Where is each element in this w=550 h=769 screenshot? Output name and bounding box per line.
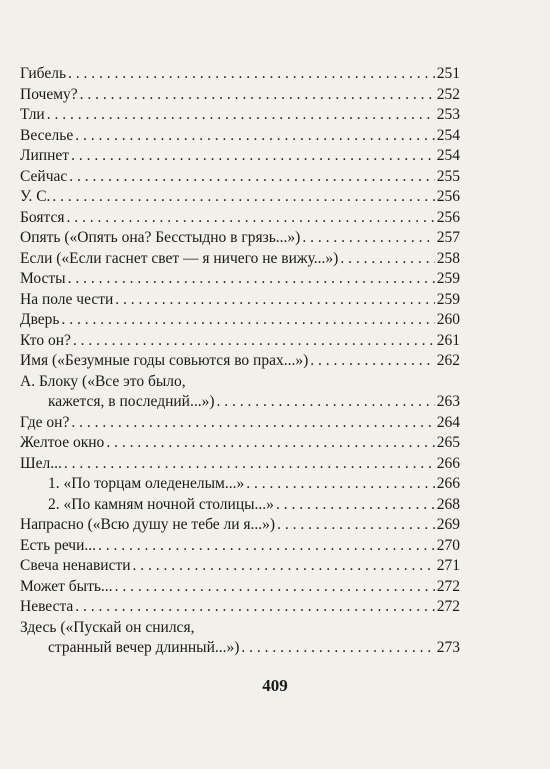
toc-entry-page: 269 <box>436 516 460 533</box>
dot-leader <box>302 228 434 249</box>
toc-entry-page: 272 <box>436 577 460 595</box>
toc-entry <box>20 331 460 352</box>
toc-entry <box>20 187 460 208</box>
toc-entry <box>20 515 460 536</box>
dot-leader <box>277 515 435 536</box>
toc-entry-page: 268 <box>436 495 460 513</box>
page-number: 409 <box>262 676 288 695</box>
dot-leader <box>246 474 435 495</box>
toc-entry <box>20 392 460 413</box>
dot-leader <box>133 556 435 577</box>
dot-leader <box>276 495 435 516</box>
toc-entry-title: Свеча ненависти <box>20 557 131 574</box>
dot-leader <box>52 187 434 208</box>
toc-entry <box>20 290 460 311</box>
dot-leader <box>64 454 435 475</box>
dot-leader <box>71 146 435 167</box>
toc-entry-title: Напрасно («Всю душу не тебе ли я...») <box>20 516 276 533</box>
dot-leader <box>62 310 435 331</box>
dot-leader <box>241 638 434 659</box>
toc-entry <box>20 577 460 598</box>
toc-entry-page: 259 <box>436 290 460 308</box>
toc-entry-page: 263 <box>436 393 460 410</box>
toc-entry-page: 262 <box>436 352 460 369</box>
toc-entry-page: 259 <box>436 270 460 287</box>
toc-entry-title: Липнет <box>20 147 70 164</box>
toc-entry-page: 253 <box>436 106 460 123</box>
toc-entry-title: Боятся <box>20 208 65 226</box>
toc-entry <box>20 638 460 659</box>
toc-entry-page: 254 <box>436 147 460 164</box>
toc-entry-page: 257 <box>436 229 460 246</box>
dot-leader <box>115 290 434 311</box>
toc-entry-title: Невеста <box>20 598 74 615</box>
toc-entry-title: Дверь <box>20 311 60 328</box>
toc-entry-page: 255 <box>436 167 460 185</box>
toc-entry-page: 264 <box>436 413 460 431</box>
toc-entry-page: 266 <box>436 475 460 492</box>
toc-entry <box>20 105 460 126</box>
toc-entry <box>20 351 460 372</box>
toc-entry-title: Шел... <box>20 454 62 472</box>
toc-entry-title: Есть речи... <box>20 536 97 554</box>
toc-entry <box>20 269 460 290</box>
toc-entry-page: 271 <box>436 557 460 574</box>
toc-entry-page: 270 <box>436 536 460 554</box>
dot-leader <box>66 208 434 229</box>
toc-entry-title: кажется, в последний...») <box>48 393 215 410</box>
toc-entry <box>20 310 460 331</box>
dot-leader <box>73 331 435 352</box>
toc-entry <box>20 167 460 188</box>
toc-entry-title: Тли <box>20 106 45 123</box>
dot-leader <box>98 536 435 557</box>
toc-entry <box>20 85 460 106</box>
toc-entry-page: 265 <box>436 434 460 451</box>
toc-entry-page: 272 <box>436 598 460 615</box>
toc-entry-title: Может быть... <box>20 577 113 595</box>
toc-entry <box>20 228 460 249</box>
toc-entry <box>20 64 460 85</box>
toc-entry-title: Веселье <box>20 126 74 144</box>
dot-leader <box>68 64 435 85</box>
dot-leader <box>69 167 434 188</box>
toc-entry-title: Мосты <box>20 270 66 287</box>
dot-leader <box>47 105 435 126</box>
toc-entry-page: 260 <box>436 311 460 328</box>
toc-entry <box>20 536 460 557</box>
toc-entry <box>20 208 460 229</box>
toc-entry-title: Почему? <box>20 85 78 103</box>
toc-entry <box>20 372 460 393</box>
toc-entry <box>20 126 460 147</box>
toc-entry-page: 254 <box>436 126 460 144</box>
dot-leader <box>217 392 435 413</box>
toc-entry-page: 256 <box>436 188 460 205</box>
dot-leader <box>75 126 435 147</box>
toc-entry-title: 1. «По торцам оледенелым...» <box>48 475 245 492</box>
toc-entry <box>20 474 460 495</box>
dot-leader <box>68 269 435 290</box>
toc-entry-title: Опять («Опять она? Бесстыдно в грязь...») <box>20 229 301 246</box>
dot-leader <box>115 577 435 598</box>
toc-entry-page: 256 <box>436 208 460 226</box>
toc-entry-title: У. С. <box>20 188 51 205</box>
toc-entry-title: Желтое окно <box>20 434 105 451</box>
toc-entry-title: странный вечер длинный...») <box>48 639 240 656</box>
toc-entry <box>20 249 460 270</box>
toc-entry <box>20 556 460 577</box>
dot-leader <box>310 351 435 372</box>
toc-entry-page: 251 <box>436 65 460 82</box>
toc-entry-title: Здесь («Пускай он снился, <box>20 618 195 636</box>
toc-entry-title: 2. «По камням ночной столицы...» <box>48 495 274 513</box>
dot-leader <box>80 85 435 106</box>
dot-leader <box>106 433 434 454</box>
toc-entry <box>20 146 460 167</box>
toc-entry-page: 273 <box>436 639 460 656</box>
toc-entry <box>20 618 460 639</box>
toc-entry-page: 252 <box>436 85 460 103</box>
toc-entry-page: 266 <box>436 454 460 472</box>
toc-entry-title: Кто он? <box>20 331 71 349</box>
toc-entry-page: 258 <box>436 249 460 267</box>
dot-leader <box>71 413 434 434</box>
dot-leader <box>340 249 434 270</box>
table-of-contents <box>20 64 460 659</box>
toc-entry-title: А. Блоку («Все это было, <box>20 372 186 390</box>
toc-entry-title: Имя («Безумные годы совьются во прах...») <box>20 352 309 369</box>
toc-entry <box>20 495 460 516</box>
toc-entry <box>20 597 460 618</box>
dot-leader <box>75 597 434 618</box>
toc-entry-page: 261 <box>436 331 460 349</box>
toc-entry-title: Сейчас <box>20 167 68 185</box>
toc-entry-title: Если («Если гаснет свет — я ничего не вижу...») <box>20 249 339 267</box>
toc-entry <box>20 433 460 454</box>
toc-entry-title: На поле чести <box>20 290 114 308</box>
toc-entry-title: Где он? <box>20 413 70 431</box>
toc-entry-title: Гибель <box>20 65 67 82</box>
toc-entry <box>20 413 460 434</box>
toc-entry <box>20 454 460 475</box>
